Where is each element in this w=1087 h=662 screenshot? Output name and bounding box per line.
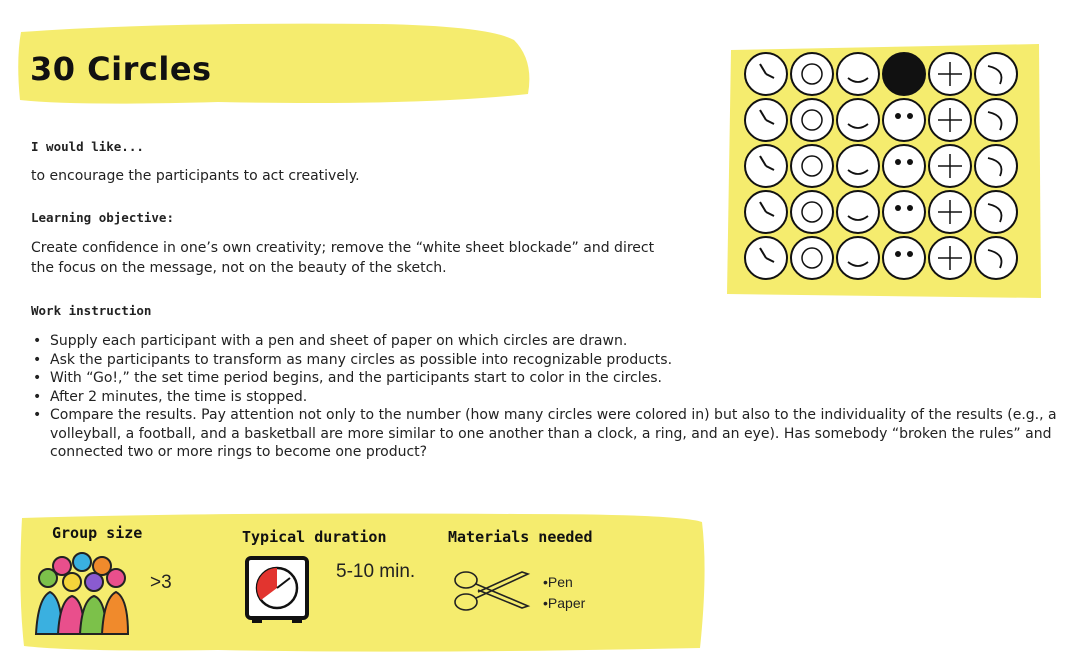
doodle-circle [883, 99, 925, 141]
materials-label: Materials needed [448, 528, 593, 546]
want-label: I would like... [31, 139, 144, 154]
material-item: • Pen [543, 572, 585, 593]
scissors-icon [452, 566, 532, 616]
instruction-item: • Compare the results. Pay attention not only to the number (how many circles were colored in) but also to the individuality of the results (e.g., a volleyball, a football, and a basketball are more similar to one another than a clock, a ring, and an eye). Has somebody “broken the rules” and connected two or more rings to become one product? [31, 406, 1061, 462]
duration-label: Typical duration [242, 528, 387, 546]
objective-label: Learning objective: [31, 210, 174, 225]
group-size-label: Group size [52, 524, 143, 542]
doodle-circle [929, 53, 971, 95]
doodle-circle [929, 99, 971, 141]
doodle-circle [745, 53, 787, 95]
doodle-circle [975, 145, 1017, 187]
instruction-label: Work instruction [31, 303, 152, 318]
instruction-item: • After 2 minutes, the time is stopped. [31, 388, 1061, 407]
doodle-circle [929, 237, 971, 279]
doodle-circle [791, 145, 833, 187]
doodle-circle [883, 145, 925, 187]
want-text: to encourage the participants to act creatively. [31, 168, 360, 184]
group-size-value: >3 [150, 572, 172, 593]
doodle-circle [745, 99, 787, 141]
people-group-icon [30, 548, 134, 638]
instruction-item: • With “Go!,” the set time period begins, and the participants start to color in the circles. [31, 369, 1061, 388]
materials-list [543, 572, 585, 614]
doodle-circle [837, 237, 879, 279]
doodle-circle [975, 99, 1017, 141]
doodle-circle [883, 191, 925, 233]
doodle-circle [791, 99, 833, 141]
doodle-circle [883, 53, 925, 95]
doodle-circle [837, 191, 879, 233]
doodle-circle [791, 191, 833, 233]
page-title: 30 Circles [30, 50, 212, 88]
doodle-circle [837, 145, 879, 187]
kitchen-timer-icon [244, 554, 310, 626]
doodle-circle [745, 237, 787, 279]
instruction-item: • Ask the participants to transform as many circles as possible into recognizable products. [31, 351, 1061, 370]
circles-illustration [723, 36, 1043, 304]
doodle-circle [929, 191, 971, 233]
material-item: • Paper [543, 593, 585, 614]
doodle-circle [837, 99, 879, 141]
doodle-circle [975, 237, 1017, 279]
objective-line-1: Create confidence in one’s own creativity; remove the “white sheet blockade” and direct [31, 240, 655, 256]
doodle-circle [929, 145, 971, 187]
doodle-circle [837, 53, 879, 95]
instruction-item: • Supply each participant with a pen and sheet of paper on which circles are drawn. [31, 332, 1061, 351]
objective-line-2: the focus on the message, not on the beauty of the sketch. [31, 260, 447, 276]
doodle-circle [745, 191, 787, 233]
doodle-circle [975, 191, 1017, 233]
doodle-circle [791, 53, 833, 95]
instruction-list [31, 332, 1061, 462]
doodle-circle [883, 237, 925, 279]
doodle-circle [975, 53, 1017, 95]
duration-value: 5-10 min. [336, 561, 416, 582]
doodle-circle [745, 145, 787, 187]
doodle-circle [791, 237, 833, 279]
